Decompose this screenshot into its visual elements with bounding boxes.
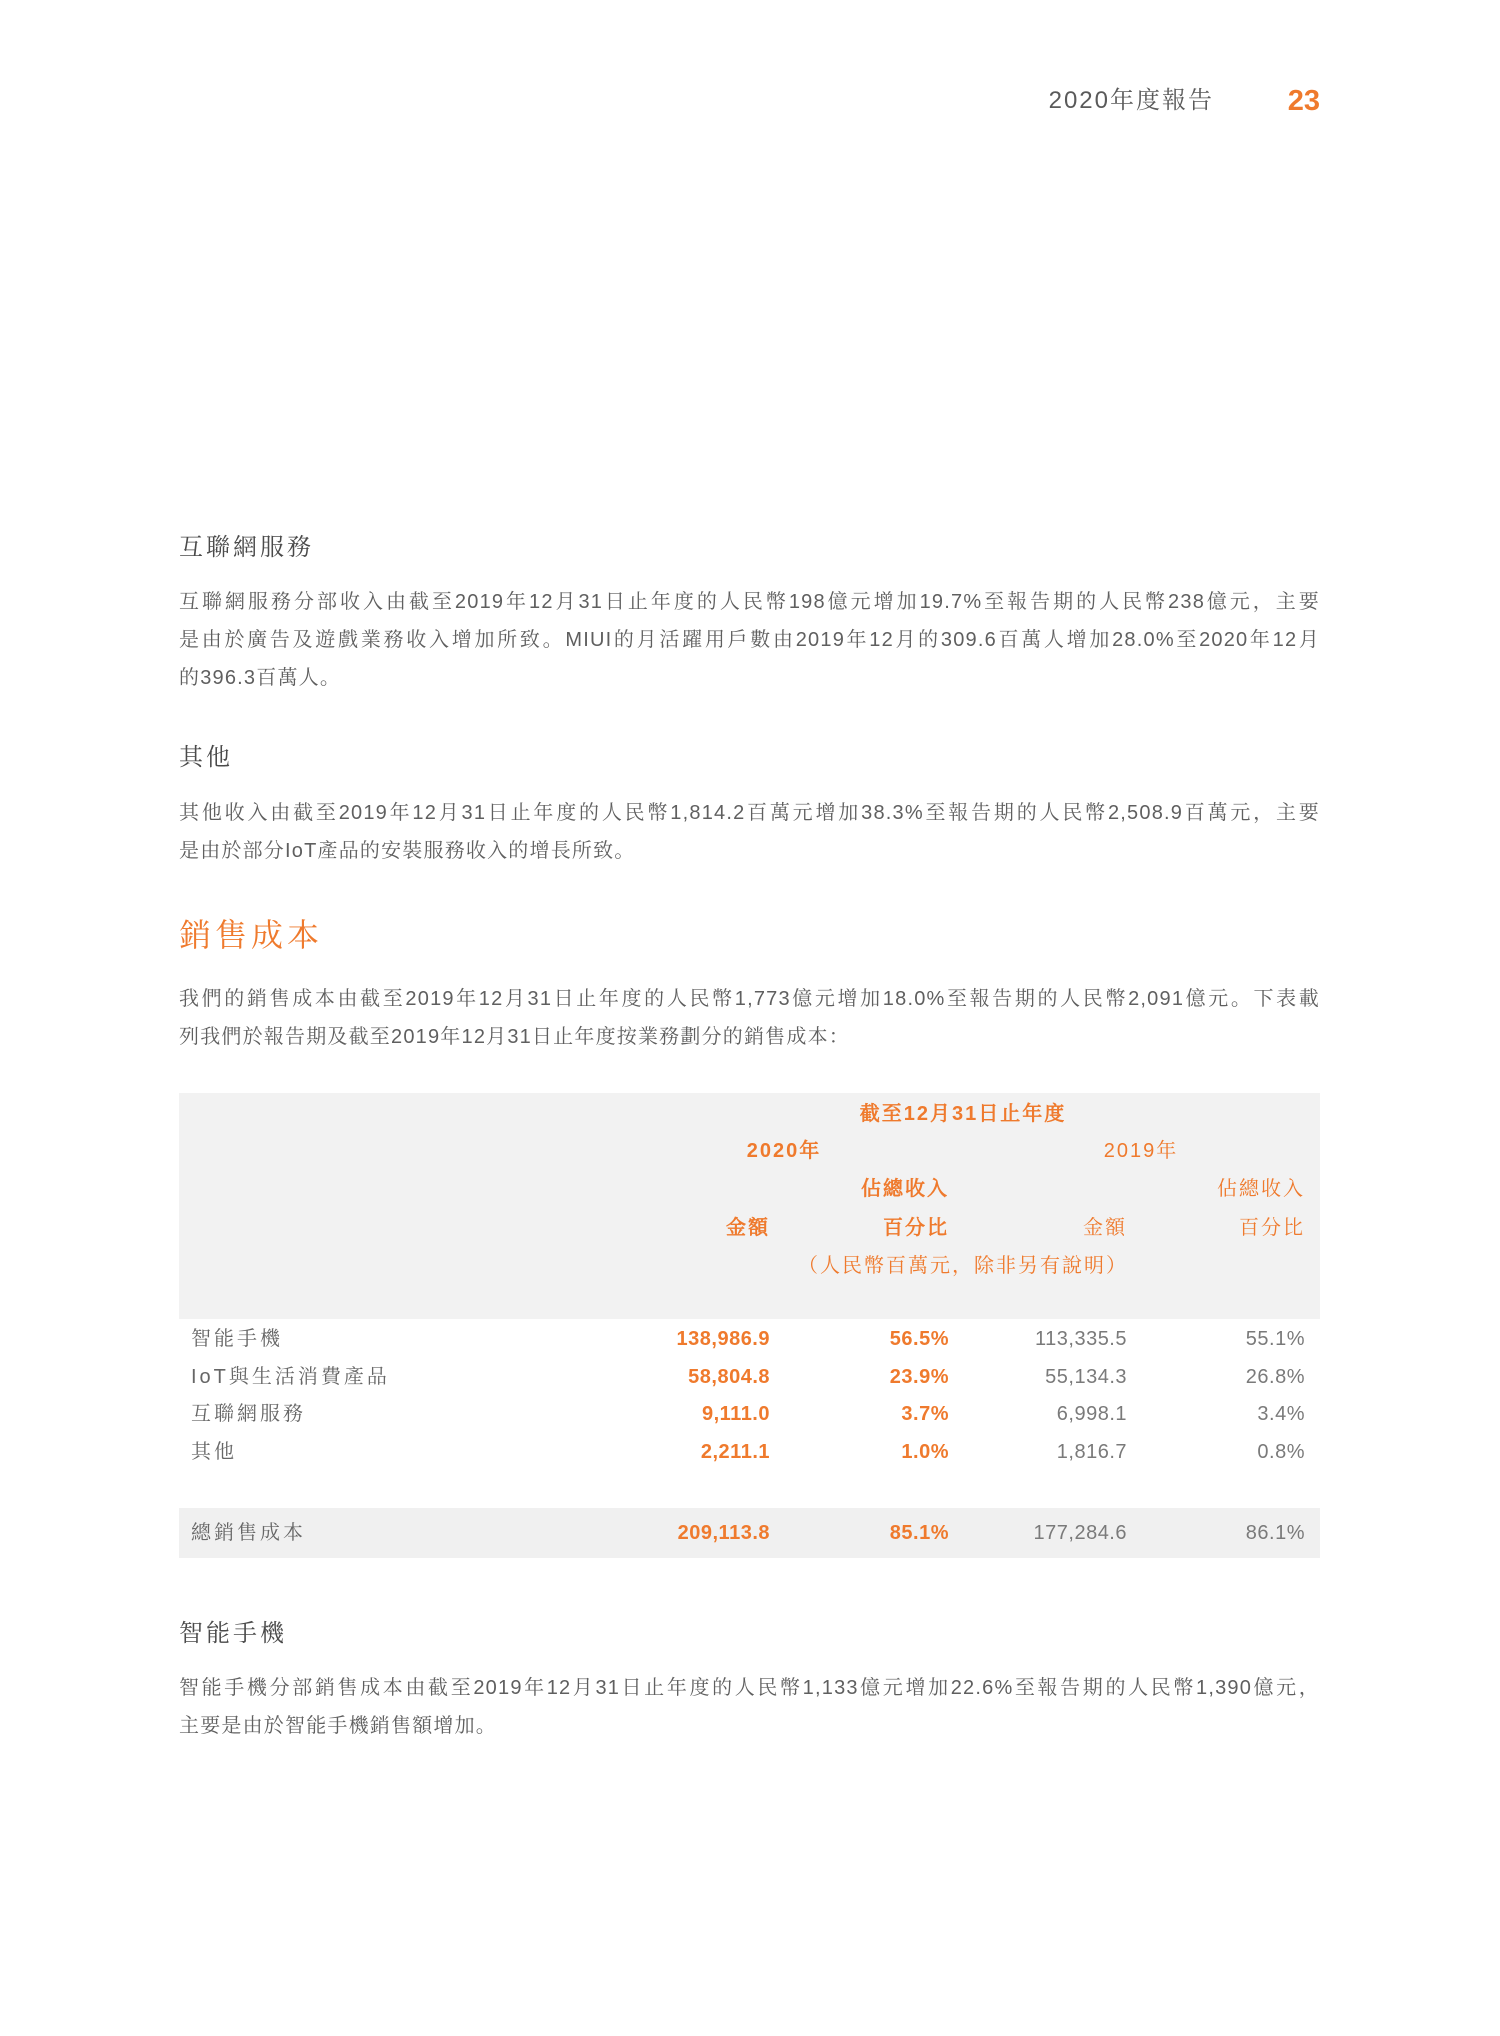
pct-2020: 56.5% (889, 1328, 949, 1350)
report-title: 2020年度報告 (1048, 87, 1214, 114)
amount-2019: 6,998.1 (1056, 1403, 1127, 1425)
amount-2020: 138,986.9 (676, 1328, 770, 1350)
cost-of-sales-heading: 銷售成本 (179, 917, 324, 953)
table-row (179, 1434, 1320, 1472)
paragraph-line: 其他收入由截至2019年12月31日止年度的人民幣1,814.2百萬元增加38.3%至報告期的人民幣2,508.9百萬元，主要 (179, 802, 1320, 824)
pct-2019: 26.8% (1245, 1365, 1305, 1388)
table-row (179, 1321, 1320, 1359)
total-pct-2019: 86.1% (1245, 1522, 1305, 1544)
paragraph-line: 互聯網服務分部收入由截至2019年12月31日止年度的人民幣198億元增加19.7%至報告期的人民幣238億元，主要 (179, 591, 1320, 613)
table-row (179, 1359, 1320, 1397)
pct-2020: 23.9% (889, 1365, 949, 1388)
internet-services-paragraph (179, 583, 1320, 697)
amount-2019: 55,134.3 (1045, 1365, 1127, 1388)
amount-2020-label: 金額 (726, 1217, 770, 1239)
total-row (179, 1511, 1320, 1555)
pct-of-revenue-2019-label: 佔總收入 (1217, 1178, 1305, 1200)
cost-table-header (179, 1093, 1320, 1319)
period-label: 截至12月31日止年度 (859, 1103, 1067, 1125)
paragraph-line: 的396.3百萬人。 (179, 667, 342, 689)
others-paragraph (179, 794, 1320, 870)
year-2020-label: 2020年 (746, 1140, 822, 1162)
unit-note: （人民幣百萬元，除非另有說明） (798, 1255, 1128, 1277)
row-label: 互聯網服務 (191, 1403, 306, 1425)
cost-table-body (179, 1321, 1320, 1471)
pct-2020: 1.0% (901, 1440, 949, 1463)
internet-services-heading: 互聯網服務 (179, 534, 314, 561)
smartphones-heading: 智能手機 (179, 1620, 287, 1647)
pct-2019: 0.8% (1257, 1440, 1305, 1463)
pct-of-revenue-2020-label: 佔總收入 (861, 1178, 949, 1200)
amount-2020: 2,211.1 (700, 1440, 770, 1463)
row-label: IoT與生活消費產品 (191, 1365, 390, 1388)
percentage-2020-label: 百分比 (883, 1217, 949, 1239)
page-number: 23 (1287, 85, 1320, 117)
paragraph-line: 是由於部分IoT產品的安裝服務收入的增長所致。 (179, 840, 636, 862)
amount-2020: 58,804.8 (688, 1365, 770, 1388)
total-amount-2019: 177,284.6 (1033, 1522, 1127, 1544)
amount-2019-label: 金額 (1083, 1217, 1127, 1239)
total-pct-2020: 85.1% (889, 1522, 949, 1544)
cost-of-sales-paragraph (179, 980, 1320, 1056)
paragraph-line: 智能手機分部銷售成本由截至2019年12月31日止年度的人民幣1,133億元增加22.6%至報告期的人民幣1,390億元， (179, 1677, 1320, 1699)
paragraph-line: 主要是由於智能手機銷售額增加。 (179, 1715, 497, 1737)
pct-2019: 3.4% (1257, 1403, 1305, 1425)
row-label: 其他 (191, 1440, 237, 1463)
paragraph-line: 我們的銷售成本由截至2019年12月31日止年度的人民幣1,773億元增加18.0%至報告期的人民幣2,091億元。下表載 (179, 988, 1320, 1010)
amount-2020: 9,111.0 (701, 1403, 770, 1425)
cost-table-total (179, 1508, 1320, 1558)
year-2019-label: 2019年 (1103, 1140, 1179, 1162)
paragraph-line: 列我們於報告期及截至2019年12月31日止年度按業務劃分的銷售成本： (179, 1026, 850, 1048)
pct-2019: 55.1% (1245, 1328, 1305, 1350)
amount-2019: 1,816.7 (1056, 1440, 1127, 1463)
pct-2020: 3.7% (901, 1403, 949, 1425)
others-heading: 其他 (179, 744, 233, 771)
table-row (179, 1396, 1320, 1434)
row-label: 智能手機 (191, 1328, 283, 1350)
total-label: 總銷售成本 (191, 1522, 306, 1544)
total-amount-2020: 209,113.8 (677, 1522, 770, 1544)
smartphones-paragraph (179, 1669, 1320, 1745)
paragraph-line: 是由於廣告及遊戲業務收入增加所致。MIUI的月活躍用戶數由2019年12月的309.6百萬人增加28.0%至2020年12月 (179, 629, 1320, 651)
percentage-2019-label: 百分比 (1239, 1217, 1305, 1239)
amount-2019: 113,335.5 (1035, 1328, 1127, 1350)
